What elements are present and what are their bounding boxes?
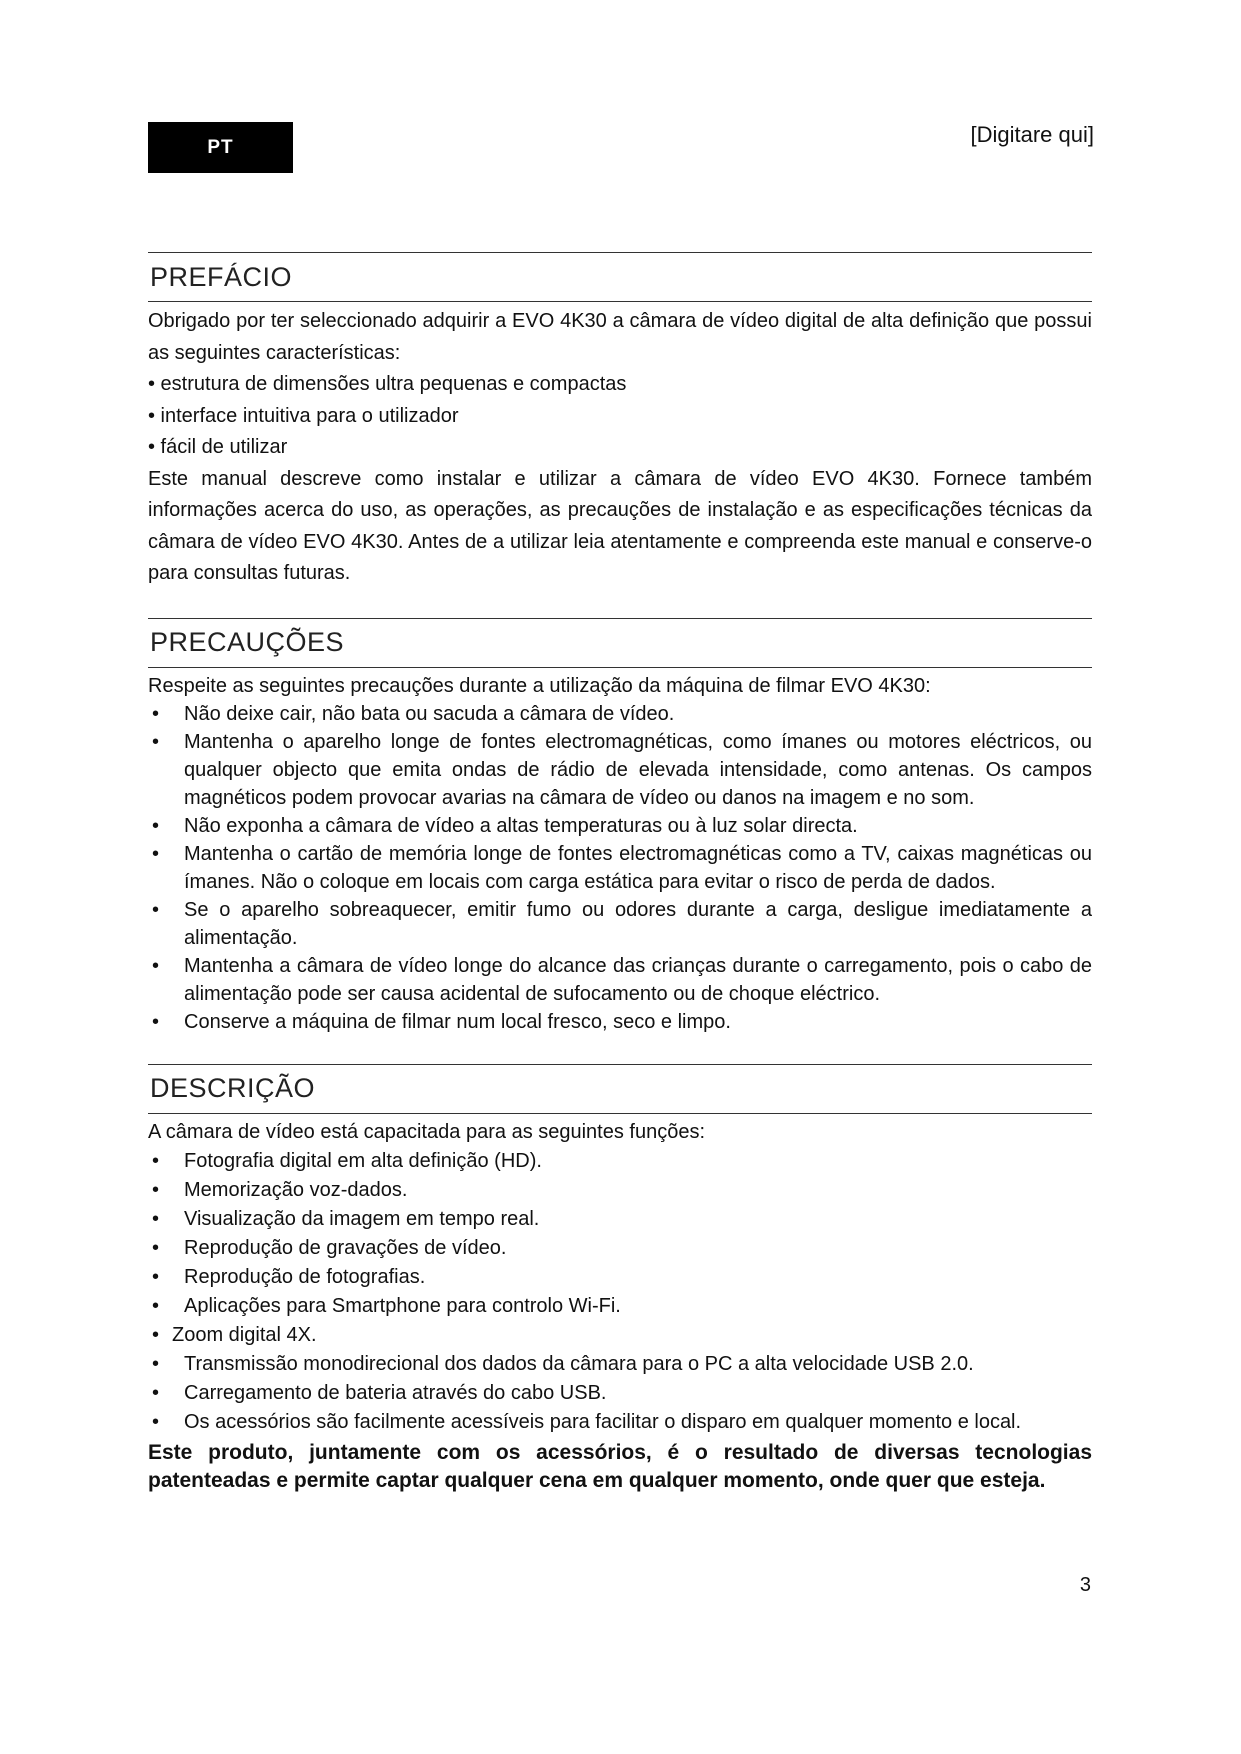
- list-item: • Zoom digital 4X.: [148, 1321, 1092, 1350]
- list-item: • Mantenha o aparelho longe de fontes electromagnéticas, como ímanes ou motores eléctricos, ou qualquer objecto que emita ondas de rádio de elevada intensidade, como antenas. Os campos magnéticos podem provocar avarias na câmara de vídeo ou danos na imagem e no som.: [148, 728, 1092, 812]
- section-title-precaucoes: PRECAUÇÕES: [148, 618, 1092, 668]
- language-badge: PT: [148, 122, 293, 173]
- list-item: • Mantenha a câmara de vídeo longe do alcance das crianças durante o carregamento, pois o cabo de alimentação pode ser causa acidental de sufocamento ou de choque eléctrico.: [148, 952, 1092, 1008]
- list-item: • Carregamento de bateria através do cabo USB.: [148, 1379, 1092, 1408]
- list-item: • Conserve a máquina de filmar num local fresco, seco e limpo.: [148, 1008, 1092, 1036]
- list-item: • Transmissão monodirecional dos dados da câmara para o PC a alta velocidade USB 2.0.: [148, 1350, 1092, 1379]
- prefacio-body: Este manual descreve como instalar e utilizar a câmara de vídeo EVO 4K30. Fornece também informações acerca do uso, as operações, as precauções de instalação e as especificações técnicas da câmara de vídeo EVO 4K30. Antes de a utilizar leia atentamente e compreenda este manual e conserve-o para consultas futuras.: [148, 467, 1092, 584]
- prefacio-intro: Obrigado por ter seleccionado adquirir a EVO 4K30 a câmara de vídeo digital de alta definição que possui as seguintes características:: [148, 310, 1092, 364]
- list-item: • Reprodução de gravações de vídeo.: [148, 1234, 1092, 1263]
- list-item: • Visualização da imagem em tempo real.: [148, 1205, 1092, 1234]
- section-prefacio: [148, 252, 1092, 590]
- section-precaucoes: [148, 618, 1092, 1036]
- precaucoes-list: [148, 700, 1092, 1036]
- list-item: • Reprodução de fotografias.: [148, 1263, 1092, 1292]
- prefacio-bullet: • fácil de utilizar: [148, 436, 288, 458]
- page-number: 3: [1079, 1574, 1091, 1596]
- section-title-descricao: DESCRIÇÃO: [148, 1064, 1092, 1114]
- prefacio-bullet: • estrutura de dimensões ultra pequenas e compactas: [148, 373, 627, 395]
- list-item: • Mantenha o cartão de memória longe de fontes electromagnéticas como a TV, caixas magnéticas ou ímanes. Não o coloque em locais com carga estática para evitar o risco de perda de dados.: [148, 840, 1092, 896]
- list-item: • Não exponha a câmara de vídeo a altas temperaturas ou à luz solar directa.: [148, 812, 1092, 840]
- list-item: • Não deixe cair, não bata ou sacuda a câmara de vídeo.: [148, 700, 1092, 728]
- list-item: • Os acessórios são facilmente acessíveis para facilitar o disparo em qualquer momento e local.: [148, 1408, 1092, 1437]
- list-item: • Aplicações para Smartphone para controlo Wi-Fi.: [148, 1292, 1092, 1321]
- descricao-closing: Este produto, juntamente com os acessórios, é o resultado de diversas tecnologias patenteadas e permite captar qualquer cena em qualquer momento, onde quer que esteja.: [148, 1440, 1092, 1492]
- section-descricao: [148, 1064, 1092, 1495]
- list-item: • Fotografia digital em alta definição (HD).: [148, 1147, 1092, 1176]
- document-body: [148, 252, 1092, 1495]
- precaucoes-intro: Respeite as seguintes precauções durante a utilização da máquina de filmar EVO 4K30:: [148, 674, 931, 697]
- descricao-intro: A câmara de vídeo está capacitada para as seguintes funções:: [148, 1120, 706, 1143]
- list-item: • Se o aparelho sobreaquecer, emitir fumo ou odores durante a carga, desligue imediatamente a alimentação.: [148, 896, 1092, 952]
- list-item: • Memorização voz-dados.: [148, 1176, 1092, 1205]
- header-placeholder: [Digitare qui]: [970, 122, 1094, 147]
- descricao-list: [148, 1147, 1092, 1437]
- prefacio-bullet: • interface intuitiva para o utilizador: [148, 404, 459, 427]
- section-title-prefacio: PREFÁCIO: [148, 252, 1092, 302]
